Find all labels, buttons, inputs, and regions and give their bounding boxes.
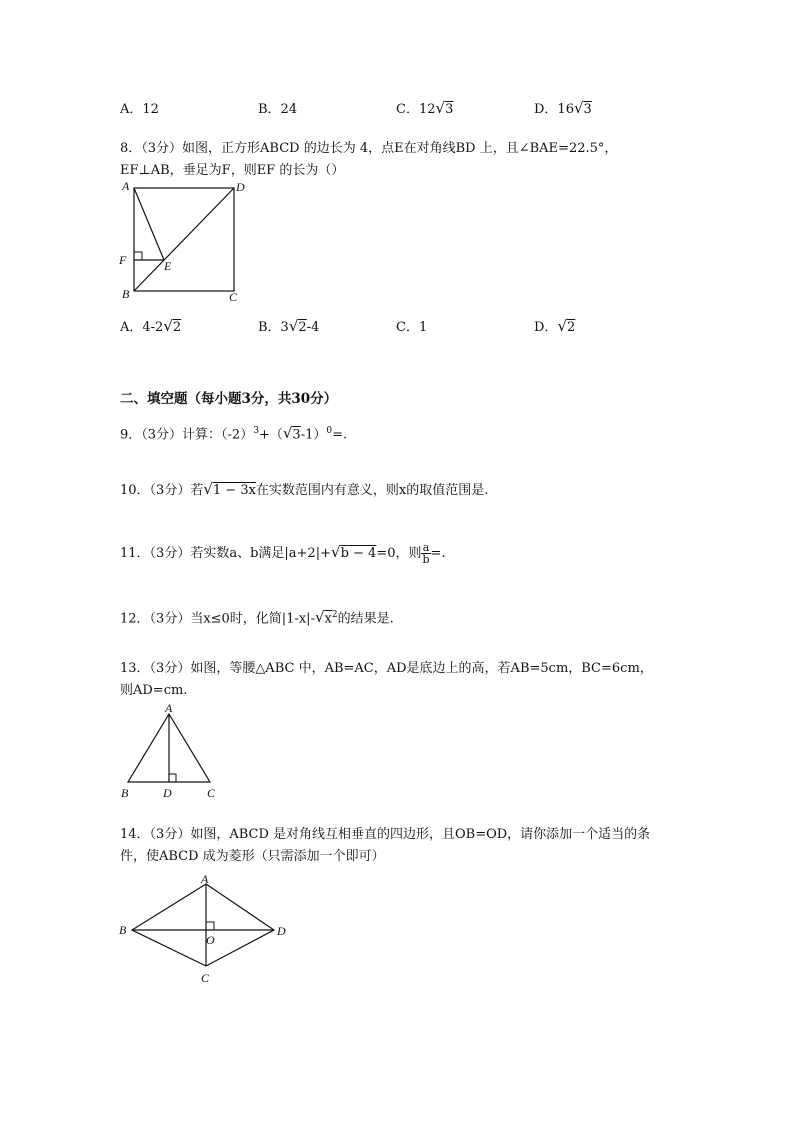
q8-label-e: E [164,259,172,273]
section2-title: 二、填空题（每小题3分，共30分） [120,391,338,407]
q14-line1: 14．（3分）如图，ABCD 是对角线互相垂直的四边形，且OB=OD，请你添加一个适当的条 [120,827,651,842]
q8-option-c: C．1 [396,320,428,335]
q13-label-d: D [163,786,172,800]
q11: 11．（3分）若实数a、b满足|a+2|+√b − 4=0，则 $\frac{a}{b}$ =. [120,541,446,566]
q10: 10．（3分）若√1 − 3x在实数范围内有意义，则x的取值范围是. [120,480,489,498]
q8-label-b: B [122,287,130,301]
q7-option-d: D．16√3 [534,99,592,117]
q13-label-a: A [165,701,173,715]
q7-option-c: C．12√3 [396,99,454,117]
q14-label-b: B [119,923,127,937]
q8-segment-ae [134,188,164,260]
q8-option-a: A．4-2√2 [120,317,182,335]
q14-right-angle-mark [206,922,214,930]
q13-triangle-figure [112,700,232,804]
q13-line1: 13．（3分）如图，等腰△ABC 中，AB=AC，AD是底边上的高，若AB=5cm，BC=6cm， [120,661,653,676]
q7-option-a: A．12 [120,102,159,117]
q8-label-c: C [229,290,238,304]
q14-line2: 件，使ABCD 成为菱形（只需添加一个即可） [120,849,385,864]
q8-line1: 8．（3分）如图，正方形ABCD 的边长为 4，点E在对角线BD 上，且∠BAE=22.5°， [120,141,618,156]
q13-label-c: C [207,786,216,800]
q8-label-a: A [122,179,130,193]
q8-option-d: D．√2 [534,317,576,335]
q8-diagonal-bd [134,188,234,291]
q12: 12．（3分）当x≤0时，化简$|1-x|-√x^2$的结果是. [120,608,394,627]
q14-rhombus-figure [112,868,302,990]
q8-line2: EF⊥AB，垂足为F，则EF 的长为（） [120,163,345,178]
q9: 9．（3分）计算：$(-2)^3+(√3-1)^0=$. [120,424,348,443]
q13-label-b: B [121,786,129,800]
q14-label-d: D [277,924,286,938]
q8-label-d: D [236,180,245,194]
q8-label-f: F [119,253,127,267]
q14-label-c: C [201,971,210,985]
q8-right-angle-mark [134,252,142,260]
q14-label-a: A [201,872,209,886]
q13-line2: 则AD=cm. [120,683,188,698]
q14-quadrilateral [132,884,274,966]
q8-option-b: B．3√2-4 [258,317,320,335]
q7-option-b: B．24 [258,102,298,117]
q11-fraction: $\frac{a}{b}$ [422,541,430,566]
q8-square-figure [112,178,252,306]
q13-right-angle-mark [169,774,176,782]
q14-label-o: O [206,933,215,947]
